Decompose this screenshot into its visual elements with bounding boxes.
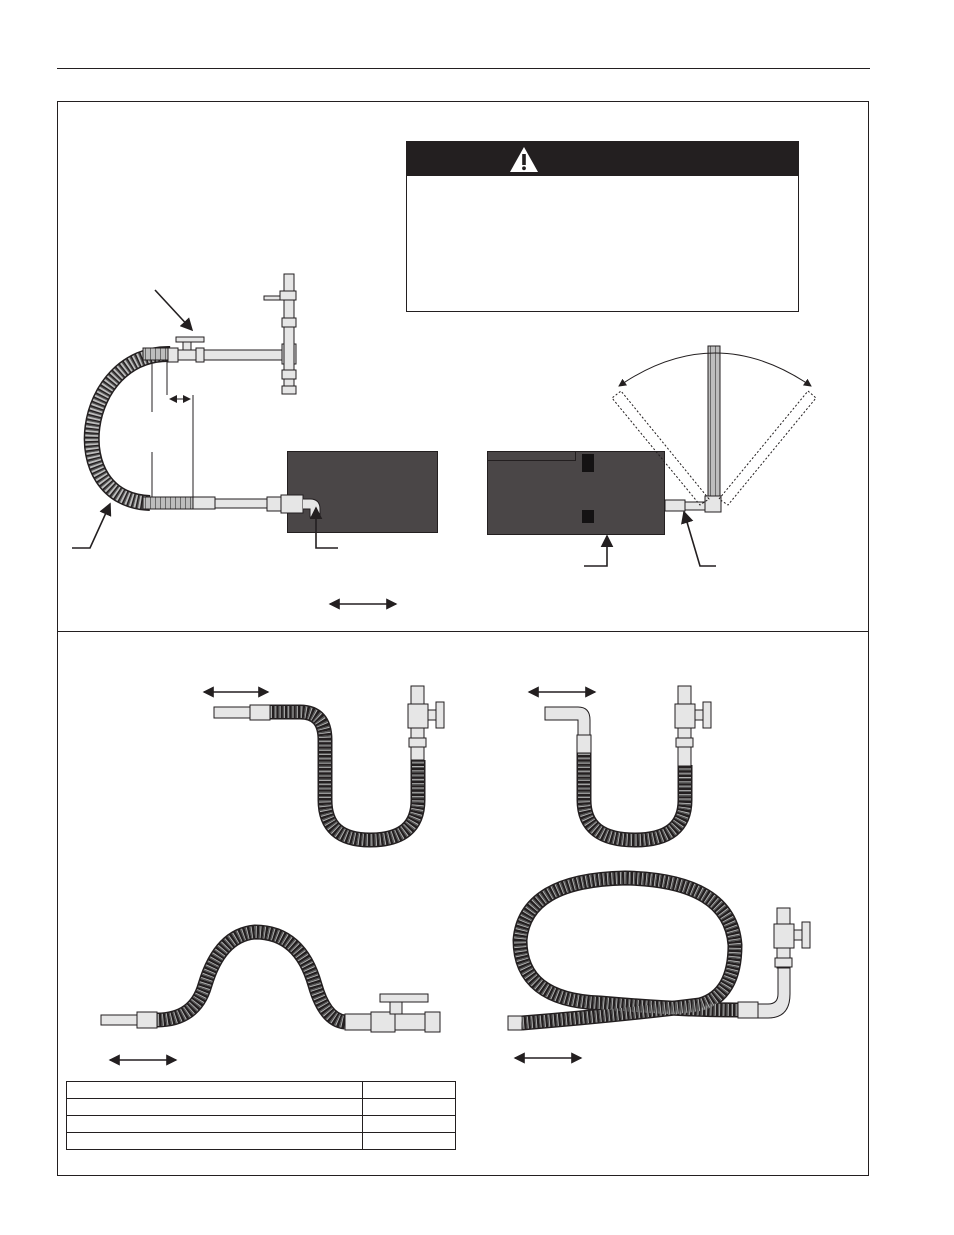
table-header-cell: [67, 1082, 363, 1099]
table-cell: [363, 1099, 456, 1116]
table-row: [67, 1133, 456, 1150]
table-header-row: [67, 1082, 456, 1099]
flex-hose-upright: [708, 346, 720, 496]
spec-table: [66, 1081, 456, 1150]
table-header-cell: [363, 1082, 456, 1099]
table-cell: [363, 1116, 456, 1133]
table-cell: [67, 1099, 363, 1116]
table-cell: [67, 1133, 363, 1150]
table-row: [67, 1116, 456, 1133]
flex-hose-top-left: [92, 354, 170, 503]
valve-handle: [176, 337, 204, 342]
table-cell: [67, 1116, 363, 1133]
table-cell: [363, 1133, 456, 1150]
table-row: [67, 1099, 456, 1116]
